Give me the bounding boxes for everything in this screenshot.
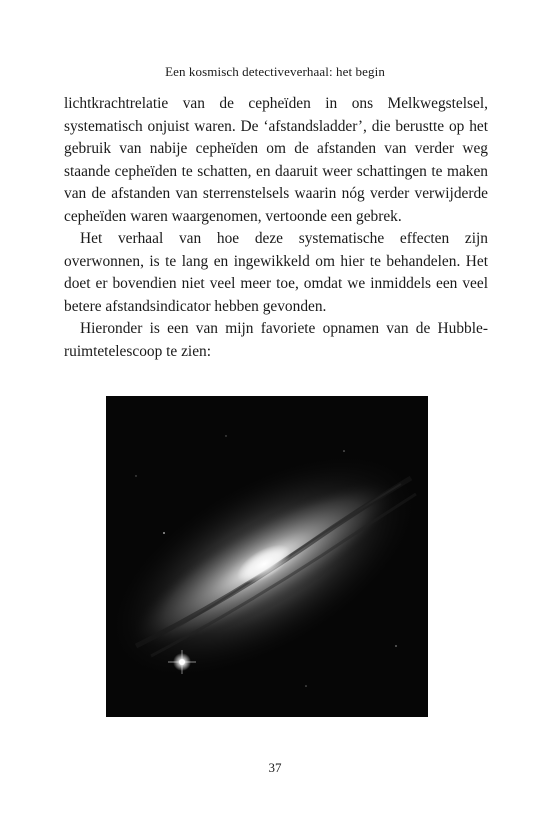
paragraph: lichtkrachtrelatie van de cepheïden in ons Melkwegstelsel, systematisch onjuist waren. De ‘afstandsladder’, die berustte op het gebruik van nabije cepheïden om de afstanden van verder weg staande cepheïden te schatten, en daaruit weer schattingen te maken van de afstanden van sterrenstelsels waarin nóg verder verwijderde cepheïden waren waargenomen, vertoonde een gebrek. bbox=[64, 95, 488, 225]
running-head: Een kosmisch detectiveverhaal: het begin bbox=[165, 64, 385, 79]
galaxy-photo bbox=[106, 396, 428, 717]
paragraph: Hieronder is een van mijn favoriete opnamen van de Hubble-ruimtetelescoop te zien: bbox=[64, 320, 488, 360]
page-number: 37 bbox=[268, 760, 282, 775]
body-text bbox=[64, 93, 488, 363]
spiral-galaxy-image bbox=[106, 396, 428, 717]
paragraph: Het verhaal van hoe deze systematische effecten zijn overwonnen, is te lang en ingewikkeld om hier te behandelen. Het doet er bovendien niet veel meer toe, omdat we inmiddels een veel betere afstandsindicator hebben gevonden. bbox=[64, 230, 488, 315]
